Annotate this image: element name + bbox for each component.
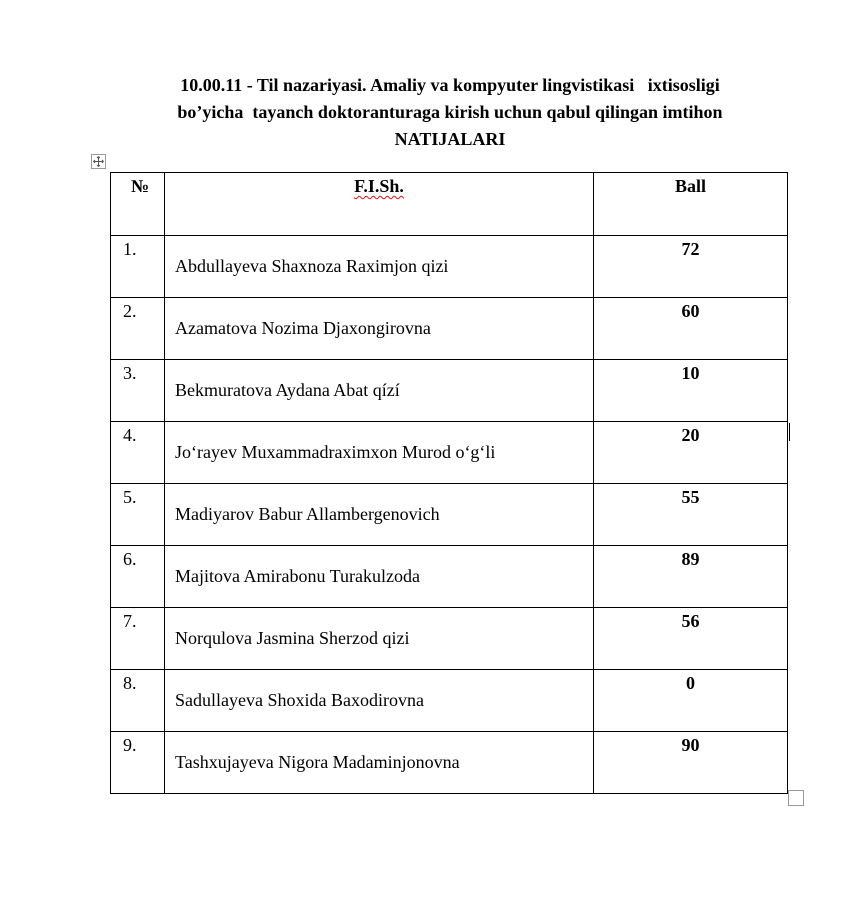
row-score: 72 — [594, 236, 788, 298]
row-name: Azamatova Nozima Djaxongirovna — [165, 298, 594, 360]
row-name: Tashxujayeva Nigora Madaminjonovna — [165, 732, 594, 794]
table-row — [111, 546, 788, 608]
table-row — [111, 608, 788, 670]
row-number: 2. — [111, 298, 165, 360]
table-row — [111, 484, 788, 546]
header-row — [111, 173, 788, 236]
table-move-handle-icon[interactable] — [91, 154, 106, 169]
title-line-3: NATIJALARI — [394, 129, 506, 149]
row-name: Jo‘rayev Muxammadraximxon Murod o‘g‘li — [165, 422, 594, 484]
title-line-1: 10.00.11 - Til nazariyasi. Amaliy va kompyuter lingvistikasi ixtisosligi — [180, 75, 720, 95]
table-row — [111, 236, 788, 298]
row-number: 1. — [111, 236, 165, 298]
table-row — [111, 670, 788, 732]
text-cursor — [789, 423, 790, 441]
row-number: 6. — [111, 546, 165, 608]
row-score: 56 — [594, 608, 788, 670]
table-row — [111, 422, 788, 484]
header-score: Ball — [594, 173, 788, 236]
row-name: Majitova Amirabonu Turakulzoda — [165, 546, 594, 608]
table-row — [111, 360, 788, 422]
row-score: 20 — [594, 422, 788, 484]
row-number: 3. — [111, 360, 165, 422]
title-line-2: bo’yicha tayanch doktoranturaga kirish uchun qabul qilingan imtihon — [177, 102, 723, 122]
results-table — [110, 172, 788, 794]
header-number: № — [111, 173, 165, 236]
row-name: Norqulova Jasmina Sherzod qizi — [165, 608, 594, 670]
table-row — [111, 298, 788, 360]
row-number: 9. — [111, 732, 165, 794]
row-score: 89 — [594, 546, 788, 608]
row-name: Madiyarov Babur Allambergenovich — [165, 484, 594, 546]
row-score: 55 — [594, 484, 788, 546]
row-name: Bekmuratova Aydana Abat qízí — [165, 360, 594, 422]
row-number: 4. — [111, 422, 165, 484]
row-number: 7. — [111, 608, 165, 670]
row-score: 90 — [594, 732, 788, 794]
table-resize-handle-icon[interactable] — [788, 790, 804, 806]
row-name: Sadullayeva Shoxida Baxodirovna — [165, 670, 594, 732]
row-number: 5. — [111, 484, 165, 546]
row-score: 60 — [594, 298, 788, 360]
row-score: 10 — [594, 360, 788, 422]
row-name: Abdullayeva Shaxnoza Raximjon qizi — [165, 236, 594, 298]
document-title — [100, 72, 800, 153]
row-number: 8. — [111, 670, 165, 732]
table-row — [111, 732, 788, 794]
row-score: 0 — [594, 670, 788, 732]
header-name — [165, 173, 594, 236]
header-name-label: F.I.Sh. — [354, 176, 404, 196]
